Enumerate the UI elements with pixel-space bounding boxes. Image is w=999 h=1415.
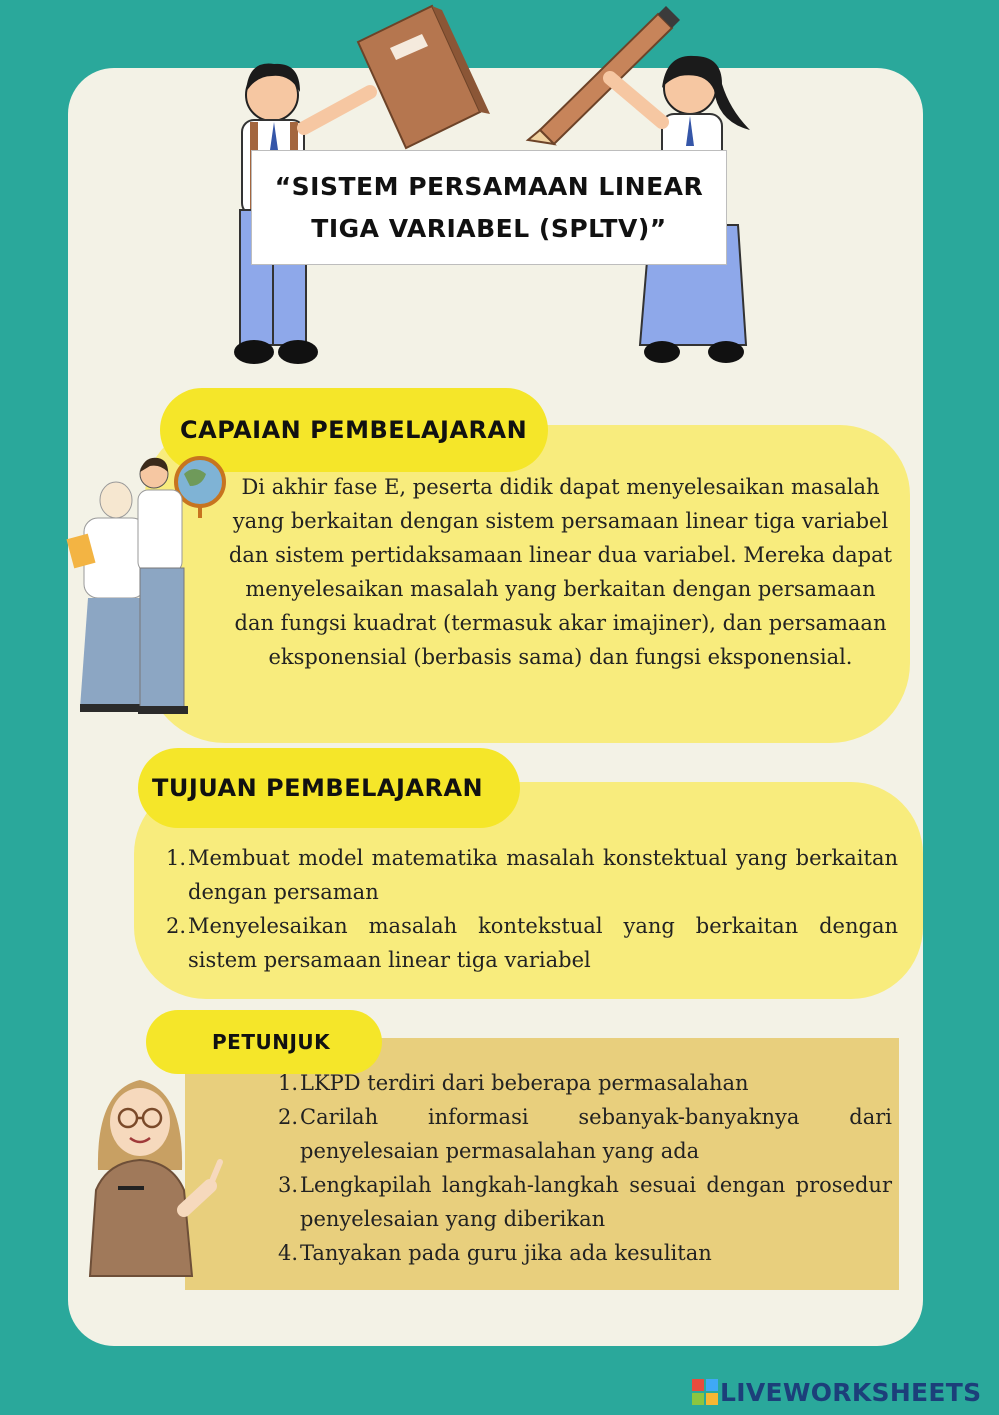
list-item [160,909,898,977]
petunjuk-heading: PETUNJUK [212,1030,331,1054]
list-item [272,1100,892,1168]
list-number: 2. [277,1105,298,1129]
list-text: Tanyakan pada guru jika ada kesulitan [300,1241,712,1265]
capaian-text: Di akhir fase E, peserta didik dapat menyelesaikan masalah yang berkaitan dengan sistem persamaan linear tiga variabel dan sistem pertidaksamaan linear dua variabel. Mereka dapat menyelesaikan masalah yang berkaitan dengan persamaan dan fungsi kuadrat (termasuk akar imajiner), dan persamaan eksponensial (berbasis sama) dan fungsi eksponensial. [228,475,893,669]
list-text: Lengkapilah langkah-langkah sesuai dengan prosedur penyelesaian yang diberikan [300,1173,892,1231]
list-number: 4. [277,1241,298,1265]
teacher-illustration [88,1050,228,1278]
list-text: LKPD terdiri dari beberapa permasalahan [300,1071,749,1095]
tujuan-list [160,841,898,977]
list-number: 1. [165,846,186,870]
list-number: 2. [165,914,186,938]
page-title: “SISTEM PERSAMAAN LINEAR TIGA VARIABEL (SPLTV)” [274,171,704,243]
list-number: 1. [277,1071,298,1095]
list-item [160,841,898,909]
list-text: Menyelesaikan masalah kontekstual yang berkaitan dengan sistem persamaan linear tiga variabel [188,914,898,972]
globe-icon [176,458,224,518]
students-with-globe-illustration [66,452,231,722]
boy-student-globe [138,458,188,714]
liveworksheets-watermark [692,1374,981,1410]
list-text: Membuat model matematika masalah konstektual yang berkaitan dengan persaman [188,846,898,904]
list-item [272,1236,892,1270]
book-icon [358,6,490,148]
petunjuk-list [272,1066,892,1270]
girl-student-hijab [66,482,150,712]
capaian-heading: CAPAIAN PEMBELAJARAN [180,416,528,444]
title-sign [251,150,727,265]
liveworksheets-logo-icon [692,1379,718,1405]
list-item [272,1066,892,1100]
list-number: 3. [277,1173,298,1197]
watermark-text: LIVEWORKSHEETS [720,1377,982,1407]
tujuan-heading: TUJUAN PEMBELAJARAN [152,774,484,802]
tujuan-heading-pill [138,748,520,828]
list-item [272,1168,892,1236]
list-text: Carilah informasi sebanyak-banyaknya dari penyelesaian permasalahan yang ada [300,1105,892,1163]
